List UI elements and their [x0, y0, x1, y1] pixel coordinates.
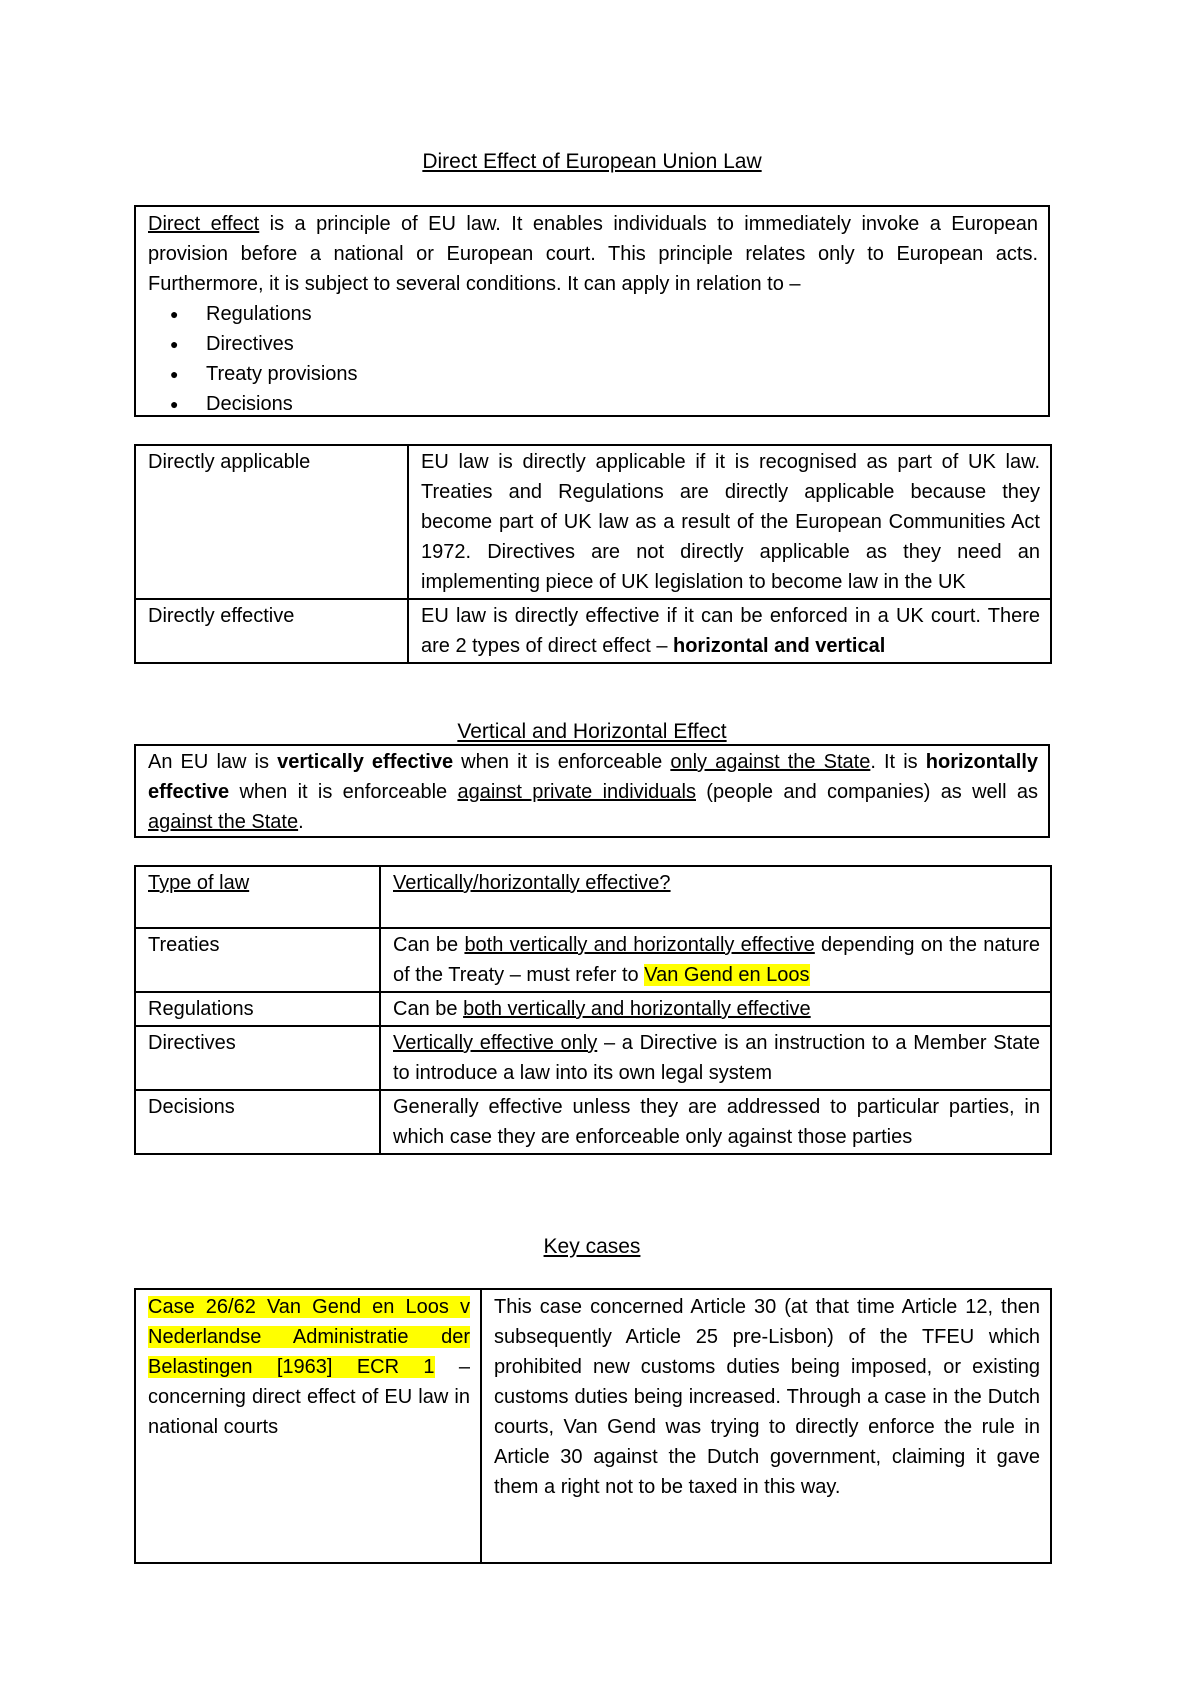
key-cases-heading: Key cases: [543, 1235, 641, 1258]
text-run: when it is enforceable: [229, 781, 458, 803]
table-header: Vertically/horizontally effective?: [380, 866, 1051, 928]
table-cell: [380, 992, 1051, 1026]
table-row: [135, 1090, 1051, 1154]
table-header-row: [135, 866, 1051, 928]
text-run: – a Directive is an instruction to a Member State to introduce a law into its own legal system: [393, 1032, 1040, 1084]
list-item: ● Decisions: [206, 389, 1048, 419]
text-run: depending on the nature of the Treaty – must refer to: [393, 934, 1040, 986]
text-run: .: [298, 811, 304, 833]
case-subject: – concerning direct effect of EU law in national courts: [148, 1356, 470, 1438]
text-underline: both vertically and horizontally effective: [464, 934, 815, 956]
intro-paragraph: [136, 207, 1048, 303]
intro-term: Direct effect: [148, 213, 260, 235]
applicability-table: [134, 444, 1052, 664]
text-run: . It is: [870, 751, 926, 773]
intro-text: is a principle of EU law. It enables individuals to immediately invoke a European provision before a national or European court. This principle relates only to European acts. Furthermore, it is subject to several conditions. It can apply in relation to –: [148, 213, 1038, 295]
table-cell: Directly applicable: [135, 445, 408, 599]
table-row: [135, 928, 1051, 992]
text-underline: both vertically and horizontally effective: [463, 998, 811, 1020]
vh-heading: Vertical and Horizontal Effect: [457, 720, 727, 743]
text-run: (people and companies) as well as: [696, 781, 1038, 803]
table-row: [135, 445, 1051, 599]
intro-list: [136, 299, 1048, 419]
text-underline: only against the State: [670, 751, 871, 773]
cell-text: EU law is directly effective if it can be enforced in a UK court. There are 2 types of direct effect –: [421, 605, 1040, 657]
vh-box: [134, 744, 1050, 838]
table-cell: [135, 1289, 481, 1563]
text-run: Can be: [393, 934, 465, 956]
case-citation: Case 26/62 Van Gend en Loos v Nederlandse Administratie der Belastingen [1963] ECR 1: [148, 1296, 470, 1378]
table-row: [135, 1026, 1051, 1090]
highlighted-text: Van Gend en Loos: [644, 964, 810, 986]
intro-box: [134, 205, 1050, 417]
table-cell: EU law is directly applicable if it is recognised as part of UK law. Treaties and Regulations are directly applicable because they become part of UK law as a result of the European Communities Act 1972. Directives are not directly applicable as they need an implementing piece of UK legislation to become law in the UK: [408, 445, 1051, 599]
table-header: Type of law: [135, 866, 380, 928]
table-cell: [380, 1026, 1051, 1090]
text-underline: Vertically effective only: [393, 1032, 598, 1054]
table-row: [135, 599, 1051, 663]
text-bold: vertically effective: [277, 751, 454, 773]
list-item: ● Treaty provisions: [206, 359, 1048, 389]
table-row: [135, 992, 1051, 1026]
table-cell: Treaties: [135, 928, 380, 992]
vh-paragraph: [136, 746, 1048, 841]
table-cell: This case concerned Article 30 (at that time Article 12, then subsequently Article 25 pre-Lisbon) of the TFEU which prohibited new customs duties being imposed, or existing customs duties being increased. Through a case in the Dutch courts, Van Gend was trying to directly enforce the rule in Article 30 against the Dutch government, claiming it gave them a right not to be taxed in this way.: [481, 1289, 1051, 1563]
text-run: An EU law is: [148, 751, 278, 773]
table-cell: [408, 599, 1051, 663]
types-table: [134, 865, 1052, 1155]
text-run: Can be: [393, 998, 464, 1020]
table-cell: [380, 928, 1051, 992]
table-cell: Directives: [135, 1026, 380, 1090]
table-cell: Regulations: [135, 992, 380, 1026]
key-cases-table: [134, 1288, 1052, 1564]
list-item: ● Directives: [206, 329, 1048, 359]
text-run: when it is enforceable: [453, 751, 671, 773]
document-title: Direct Effect of European Union Law: [422, 150, 762, 173]
text-underline: against private individuals: [457, 781, 696, 803]
table-row: [135, 1289, 1051, 1563]
table-cell: Directly effective: [135, 599, 408, 663]
text-bold: horizontally effective: [148, 751, 1038, 803]
cell-bold-text: horizontal and vertical: [673, 635, 886, 657]
table-cell: Decisions: [135, 1090, 380, 1154]
table-cell: Generally effective unless they are addressed to particular parties, in which case they are enforceable only against those parties: [380, 1090, 1051, 1154]
text-underline: against the State: [148, 811, 299, 833]
list-item: ● Regulations: [206, 299, 1048, 329]
